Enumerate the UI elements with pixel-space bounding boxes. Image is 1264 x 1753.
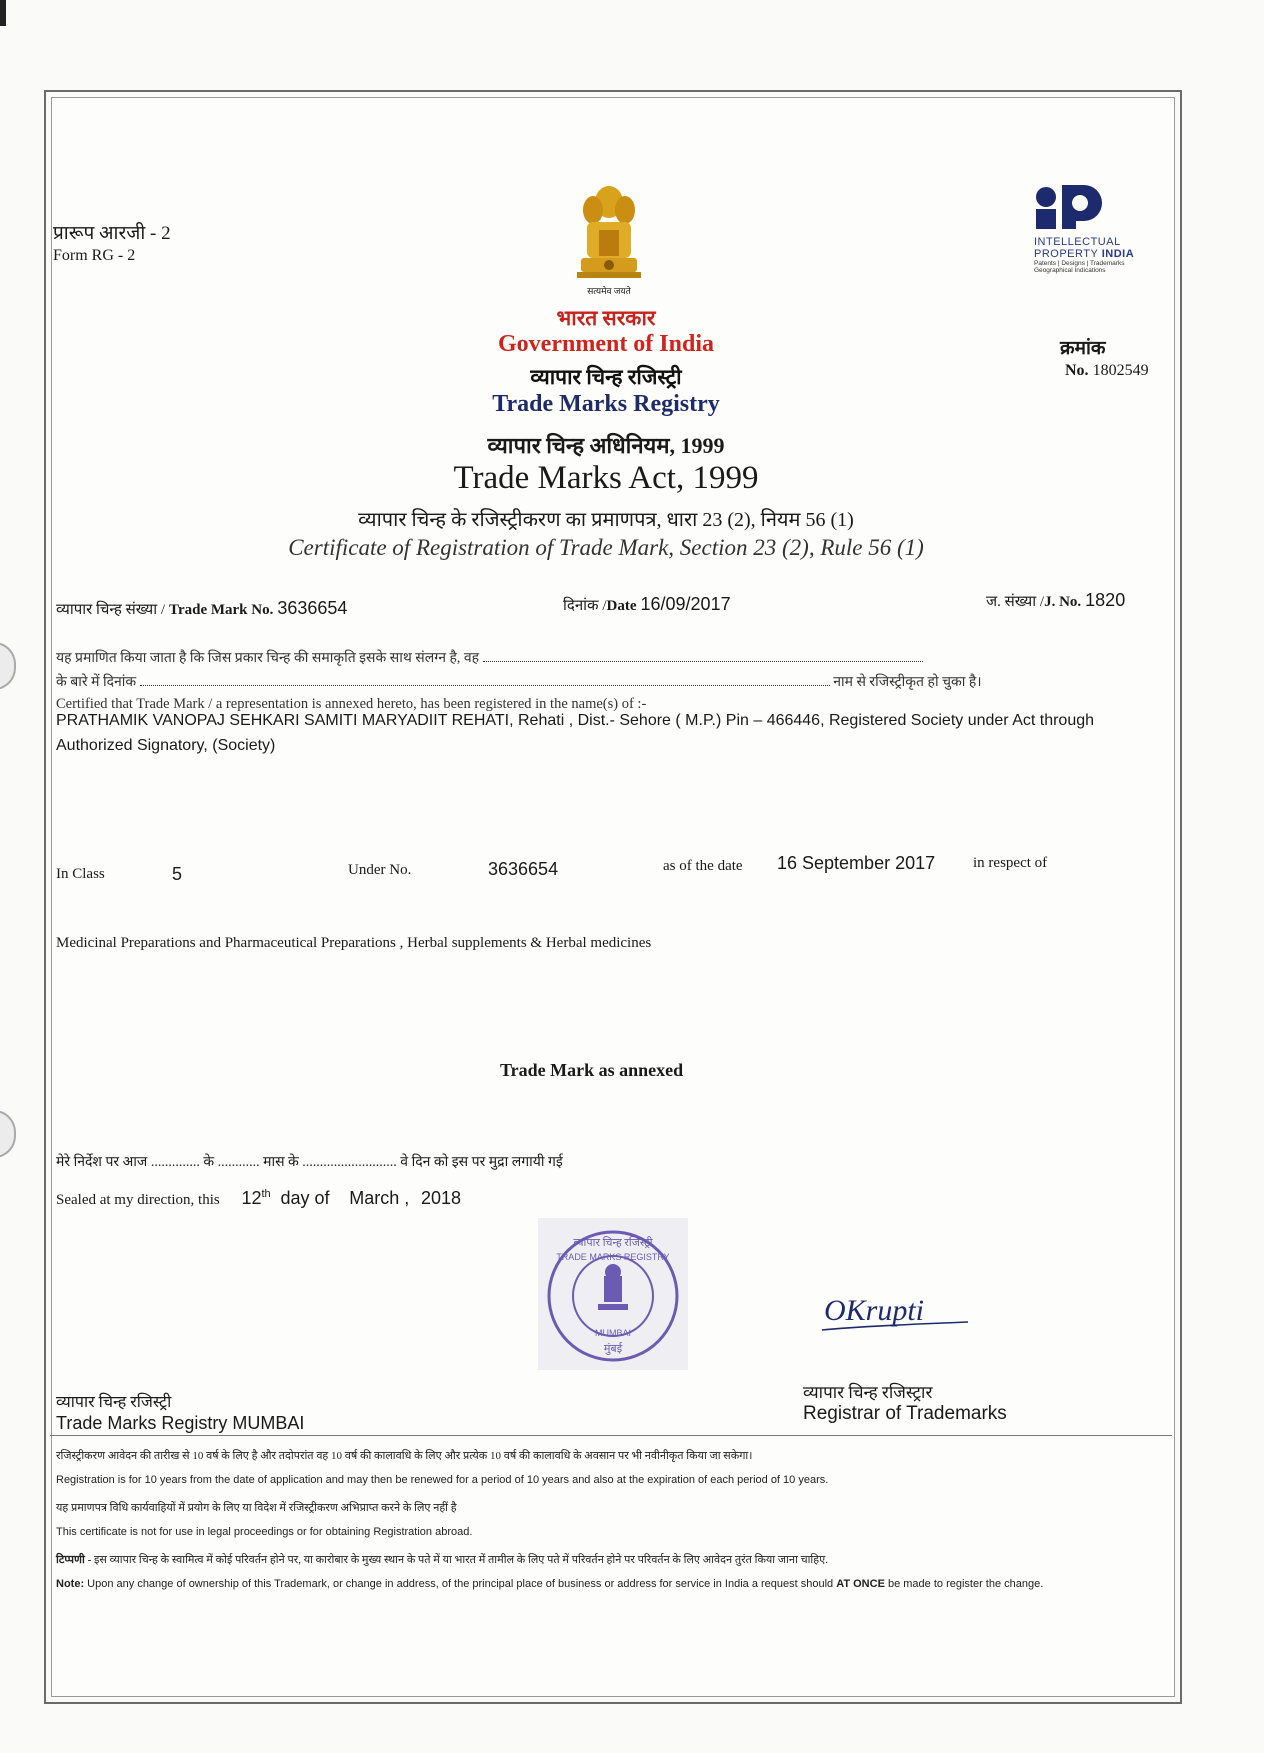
divider [50,1435,1172,1436]
note-legal-english: This certificate is not for use in legal proceedings or for obtaining Registration abroad. [56,1526,473,1538]
certify-hindi-line2 [56,672,982,691]
serial-value: 1802549 [1092,362,1149,379]
date-label-hindi: दिनांक / [563,598,607,614]
note-change-text-a: Upon any change of ownership of this Trademark, or change in address, of the principal place of business or address for service in India a request should [87,1578,834,1590]
form-number-hindi: प्रारूप आरजी - 2 [53,223,171,244]
applicant-name: PRATHAMIK VANOPAJ SEHKARI SAMITI MARYADIIT REHATI, Rehati , Dist.- Sehore ( M.P.) Pin – 466446, Registered Society under Act through Authorized Signatory, (Society) [56,712,1095,754]
under-no-value: 3636654 [488,859,559,879]
as-of-date-label: as of the date [663,858,743,874]
stamp-bottom-english: MUMBAI [595,1328,631,1338]
j-label-hindi: ज. संख्या / [986,594,1045,610]
form-number-english: Form RG - 2 [53,247,136,264]
ip-logo-line1: INTELLECTUAL [1034,236,1121,248]
gov-title-english: Government of India [498,331,714,357]
certify-hindi-text2b: नाम से रजिस्ट्रीकृत हो चुका है। [833,675,982,690]
note-change-hindi [56,1552,1166,1567]
certify-english-line: Certified that Trade Mark / a representation is annexed hereto, has been registered in the name(s) of :- [56,696,647,712]
serial-label: No. [1065,362,1089,379]
act-title-hindi: व्यापार चिन्ह अधिनियम, 1999 [487,433,725,458]
sealed-year: 2018 [421,1188,462,1208]
note-change-label-english: Note: [56,1578,85,1590]
stamp-bottom-hindi: मुंबई [603,1343,623,1355]
class-value: 5 [172,864,183,884]
date-label-english: Date [606,598,637,614]
certify-hindi-text1: यह प्रमाणित किया जाता है कि जिस प्रकार चिन्ह की समाकृति इसके साथ संलग्न है, वह [56,651,480,666]
note-change-text-b: be made to register the change. [887,1578,1044,1590]
sealed-dayof: day of [280,1188,330,1208]
note-legal-hindi: यह प्रमाणपत्र विधि कार्यवाहियों में प्रयोग के लिए या विदेश में रजिस्ट्रीकरण अभिप्राप्त करने के लिए नहीं है [56,1502,457,1514]
registrar-signature [820,1282,970,1342]
sealed-hindi: मेरे निर्देश पर आज .............. के ............ मास के ........................... वे दिन को इस पर मुद्रा लगायी गई [56,1155,563,1170]
goods-description: Medicinal Preparations and Pharmaceutical Preparations , Herbal supplements & Herbal medicines [56,935,652,951]
j-label-english: J. No. [1044,594,1082,610]
dotted-blank [140,673,830,686]
dotted-blank [483,649,923,662]
as-of-date-value: 16 September 2017 [777,853,936,873]
class-label: In Class [56,866,105,882]
ip-logo-line2-bold: INDIA [1101,248,1135,260]
note-change-bold: AT ONCE [836,1578,885,1590]
note-registration-english: Registration is for 10 years from the date of application and may then be renewed for a period of 10 years and also at the expiration of each period of 10 years. [56,1474,829,1486]
trade-mark-number [56,598,347,619]
tm-label-hindi: व्यापार चिन्ह संख्या / [56,602,166,618]
j-value: 1820 [1085,590,1126,610]
note-change-english [56,1578,1166,1590]
signature-text: OKrupti [824,1294,925,1327]
registrar-title-english: Registrar of Trademarks [803,1403,1007,1424]
binder-mark [0,0,6,26]
certify-hindi-line1 [56,648,923,667]
ip-india-logo-icon [1034,183,1104,231]
certificate-title-hindi: व्यापार चिन्ह के रजिस्ट्रीकरण का प्रमाणपत्र, धारा 23 (2), नियम 56 (1) [358,509,854,531]
journal-number [986,590,1125,611]
date-value: 16/09/2017 [640,594,731,614]
national-emblem-icon [573,180,645,290]
registry-location-hindi: व्यापार चिन्ह रजिस्ट्री [56,1394,172,1411]
registry-title-hindi: व्यापार चिन्ह रजिस्ट्री [530,365,682,389]
ip-logo-tagline2: Geographical Indications [1034,267,1106,274]
registry-title-english: Trade Marks Registry [492,391,720,417]
certify-hindi-text2a: के बारे में दिनांक [56,675,137,690]
stamp-top-hindi: व्यापार चिन्ह रजिस्ट्री [573,1237,653,1249]
registrar-title-hindi: व्यापार चिन्ह रजिस्ट्रार [803,1383,933,1402]
certificate-date [563,594,731,615]
sealed-day: 12th [241,1188,271,1208]
trade-mark-annexed: Trade Mark as annexed [500,1060,684,1080]
tm-label-english: Trade Mark No. [169,602,274,618]
note-change-label-hindi: टिप्पणी - [56,1554,92,1566]
serial-label-hindi: क्रमांक [1060,338,1106,359]
act-title-english: Trade Marks Act, 1999 [453,460,759,496]
serial-number [1065,362,1149,380]
emblem-motto: सत्यमेव जयते [587,286,631,296]
under-no-label: Under No. [348,862,412,878]
stamp-ring-text: TRADE MARKS REGISTRY [556,1252,670,1262]
sealed-month: March , [349,1188,410,1208]
certificate-title-english: Certificate of Registration of Trade Mark, Section 23 (2), Rule 56 (1) [288,535,924,560]
registry-location-english: Trade Marks Registry MUMBAI [56,1413,305,1433]
gov-title-hindi: भारत सरकार [556,306,656,330]
tm-value: 3636654 [277,598,348,618]
sealed-line [56,1188,461,1209]
sealed-label: Sealed at my direction, this [56,1192,220,1208]
ip-india-logo [1034,183,1164,283]
ip-logo-tagline: Patents | Designs | Trademarks [1034,260,1125,267]
in-respect-of-label: in respect of [973,855,1048,871]
note-registration-hindi: रजिस्ट्रीकरण आवेदन की तारीख से 10 वर्ष के लिए है और तदोपरांत वह 10 वर्ष की कालावधि के लिए और प्रत्येक 10 वर्ष की कालावधि के अवसान पर भी नवीनीकृत किया जा सकेगा। [56,1450,753,1462]
note-change-text-hindi: इस व्यापार चिन्ह के स्वामित्व में कोई परिवर्तन होने पर, या कारोबार के मुख्य स्थान के पते में या भारत में तामील के लिए पते में परिवर्तन होने पर परिवर्तन के लिए आवेदन तुरंत किया जाना चाहिए. [94,1554,828,1566]
ip-logo-line2: PROPERTY [1034,248,1099,260]
registry-seal-stamp [538,1218,688,1370]
